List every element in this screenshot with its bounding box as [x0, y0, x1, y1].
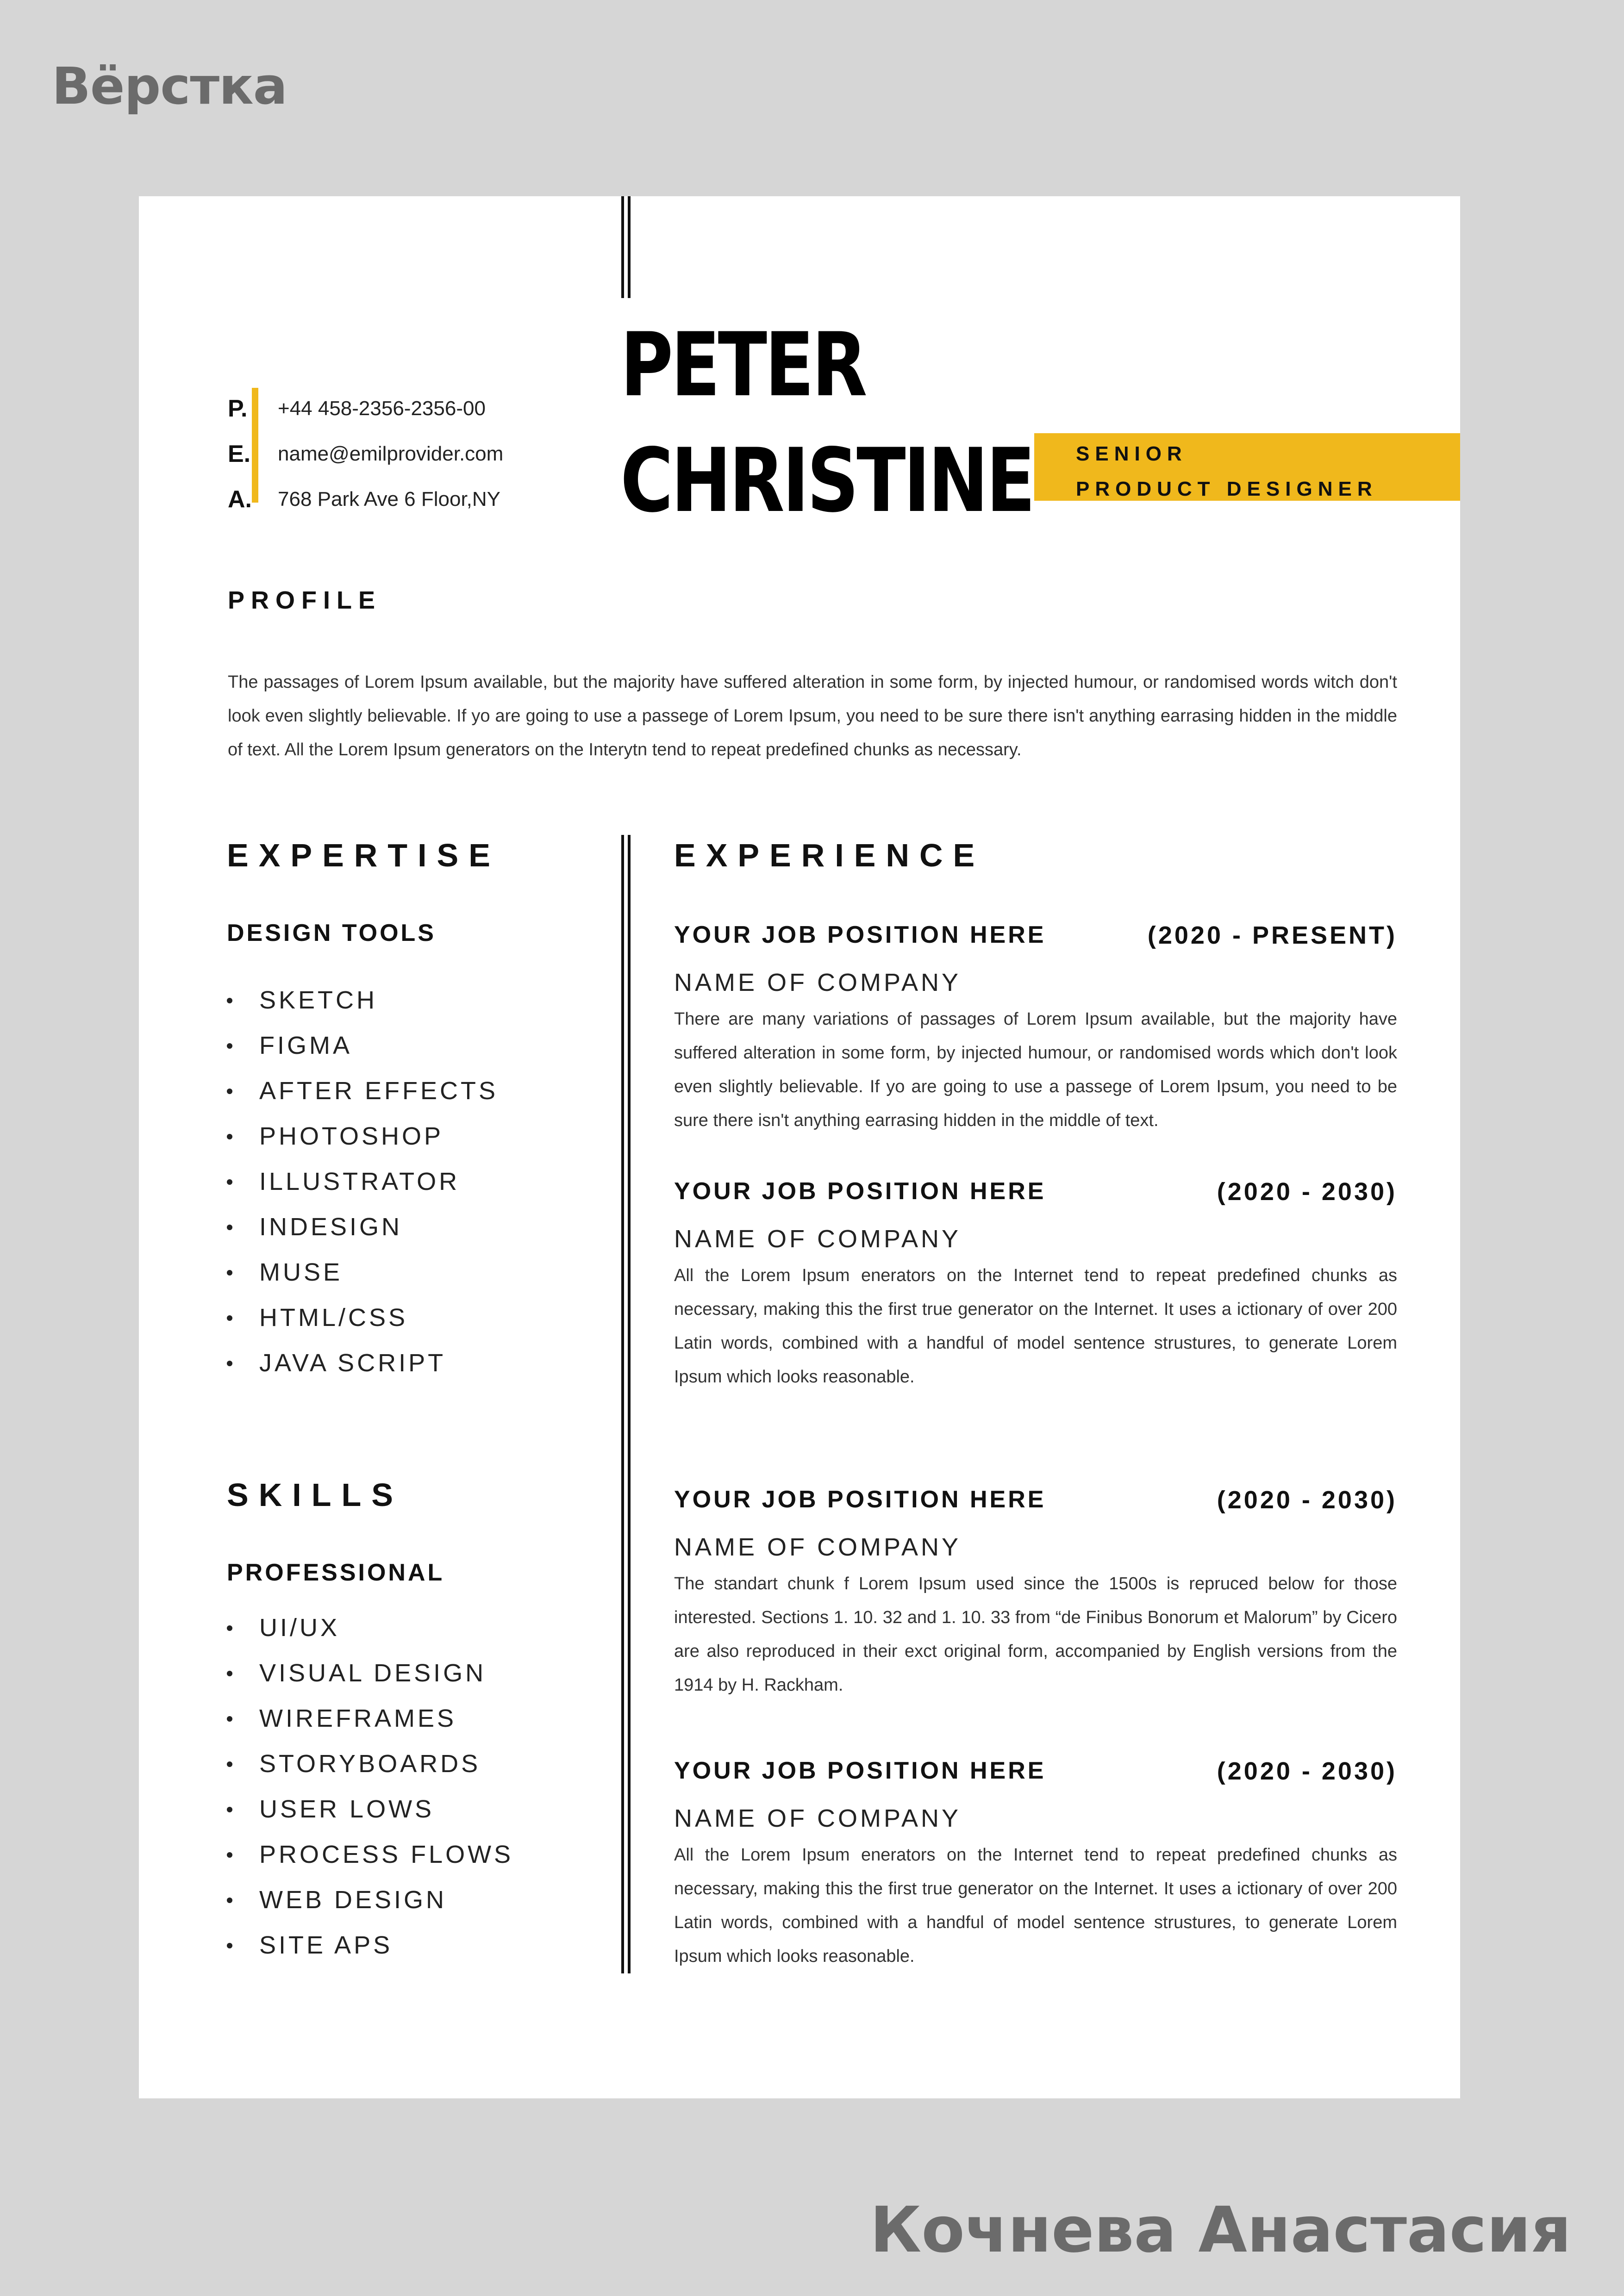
list-item: JAVA SCRIPT: [227, 1340, 643, 1386]
job-entry: [674, 1486, 1397, 1702]
resume-sheet: [139, 196, 1460, 2098]
list-item: WEB DESIGN: [227, 1877, 643, 1923]
list-item: PHOTOSHOP: [227, 1114, 643, 1159]
email-address: name@emilprovider.com: [278, 442, 504, 465]
profile-text: The passages of Lorem Ipsum available, but the majority have suffered alteration in some form, by injected humour, or randomised words witch don't look even slightly believable. If yo are going to use a passege of Lorem Ipsum, you need to be sure there isn't anything earrasing hidden in the middle of text. All the Lorem Ipsum generators on the Interytn tend to repeat predefined chunks as necessary.: [228, 672, 1397, 759]
list-item: VISUAL DESIGN: [227, 1650, 643, 1696]
contact-accent-bar: [252, 388, 258, 503]
company-name: NAME OF COMPANY: [674, 969, 962, 996]
list-item: PROCESS FLOWS: [227, 1832, 643, 1877]
contact-labels: [228, 386, 251, 522]
job-date: (2020 - 2030): [1217, 1178, 1397, 1206]
professional-skills-list: [227, 1605, 643, 1968]
role-line-2: PRODUCT DESIGNER: [1076, 478, 1378, 500]
role-line-1: SENIOR: [1076, 442, 1187, 465]
job-description: All the Lorem Ipsum enerators on the Internet tend to repeat predefined chunks as necessary, making this the first true generator on the Internet. It uses a ictionary of over 200 Latin words, combined with a handful of model sentence strustures, to generate Lorem Ipsum which looks reasonable.: [674, 1845, 1397, 1966]
job-description: The standart chunk f Lorem Ipsum used since the 1500s is repruced below for those interested. Sections 1. 10. 32 and 1. 10. 33 from “de Finibus Bonorum et Malorum” by Cicero are also reproduced in their exct original form, accompanied by English versions from the 1914 by H. Rackham.: [674, 1574, 1397, 1695]
company-name: NAME OF COMPANY: [674, 1533, 962, 1561]
list-item: FIGMA: [227, 1023, 643, 1068]
list-item: STORYBOARDS: [227, 1741, 643, 1786]
job-entry: [674, 921, 1397, 1138]
role-banner: [1034, 433, 1460, 501]
design-tools-list: [227, 977, 643, 1386]
job-date: (2020 - 2030): [1217, 1486, 1397, 1514]
corner-title: Вёрстка: [52, 56, 287, 116]
person-name: [620, 307, 1033, 539]
email-label: E.: [228, 441, 251, 467]
job-date: (2020 - PRESENT): [1147, 921, 1397, 949]
job-title: YOUR JOB POSITION HERE: [674, 1178, 1046, 1205]
design-tools-heading: DESIGN TOOLS: [227, 920, 436, 946]
address-label: A.: [228, 486, 252, 513]
job-title: YOUR JOB POSITION HERE: [674, 921, 1046, 948]
list-item: AFTER EFFECTS: [227, 1068, 643, 1114]
profile-heading: PROFILE: [228, 586, 382, 614]
list-item: USER LOWS: [227, 1786, 643, 1832]
top-divider-line-1: [621, 196, 624, 298]
top-divider-line-2: [628, 196, 631, 298]
list-item: SKETCH: [227, 977, 643, 1023]
job-entry: [674, 1177, 1397, 1394]
contact-values: [278, 386, 602, 522]
job-title: YOUR JOB POSITION HERE: [674, 1757, 1046, 1784]
phone-number: +44 458-2356-2356-00: [278, 397, 486, 420]
list-item: UI/UX: [227, 1605, 643, 1650]
job-description: All the Lorem Ipsum enerators on the Internet tend to repeat predefined chunks as necessary, making this the first true generator on the Internet. It uses a ictionary of over 200 Latin words, combined with a handful of model sentence strustures, to generate Lorem Ipsum which looks reasonable.: [674, 1266, 1397, 1387]
list-item: ILLUSTRATOR: [227, 1159, 643, 1204]
list-item: HTML/CSS: [227, 1295, 643, 1340]
job-entry: [674, 1757, 1397, 1973]
list-item: MUSE: [227, 1250, 643, 1295]
list-item: WIREFRAMES: [227, 1696, 643, 1741]
list-item: SITE APS: [227, 1923, 643, 1968]
postal-address: 768 Park Ave 6 Floor,NY: [278, 488, 501, 510]
job-description: There are many variations of passages of Lorem Ipsum available, but the majority have suffered alteration in some form, by injected humour, or randomised words which don't look even slightly believable. If yo are going to use a passege of Lorem Ipsum, you need to be sure there isn't anything earrasing hidden in the middle of text.: [674, 1009, 1397, 1130]
professional-heading: PROFESSIONAL: [227, 1559, 445, 1586]
author-name: Кочнева Анастасия: [870, 2194, 1571, 2267]
job-date: (2020 - 2030): [1217, 1757, 1397, 1785]
company-name: NAME OF COMPANY: [674, 1225, 962, 1253]
last-name: CHRISTINE: [620, 429, 1033, 532]
phone-label: P.: [228, 395, 248, 422]
experience-heading: EXPERIENCE: [674, 837, 985, 873]
job-title: YOUR JOB POSITION HERE: [674, 1486, 1046, 1513]
skills-heading: SKILLS: [227, 1477, 403, 1513]
list-item: INDESIGN: [227, 1204, 643, 1250]
expertise-heading: EXPERTISE: [227, 837, 500, 873]
first-name: PETER: [620, 314, 865, 416]
company-name: NAME OF COMPANY: [674, 1804, 962, 1832]
